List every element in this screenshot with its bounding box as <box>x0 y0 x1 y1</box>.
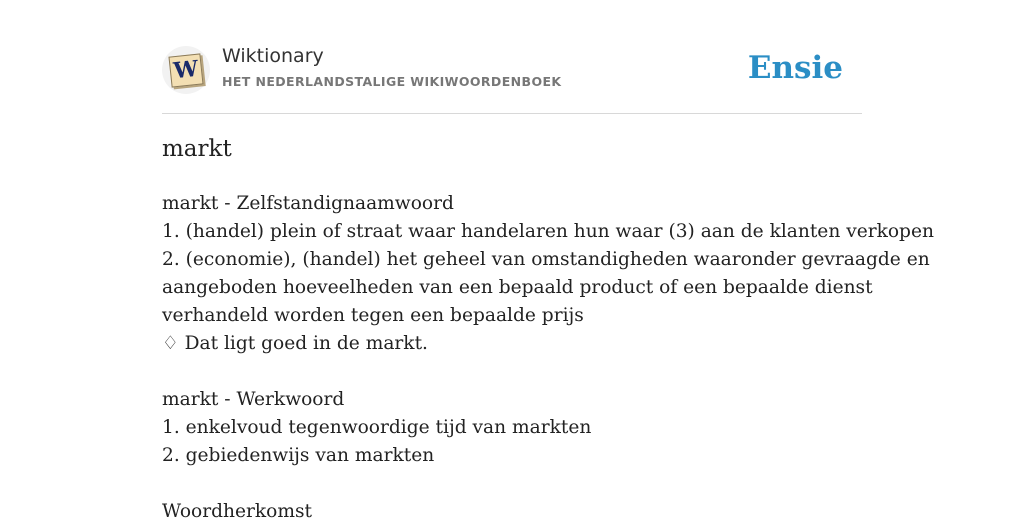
definition-line: aangeboden hoeveelheden van een bepaald product of een bepaalde dienst <box>162 277 873 298</box>
example-line: ♢ Dat ligt goed in de markt. <box>162 333 428 354</box>
definition-line: 2. gebiedenwijs van markten <box>162 445 435 466</box>
definition-line: 1. (handel) plein of straat waar handelaren hun waar (3) aan de klanten verkopen <box>162 221 934 242</box>
site-header <box>162 0 862 114</box>
section-heading-noun: markt - Zelfstandignaamwoord <box>162 193 454 214</box>
wiktionary-logo-icon[interactable] <box>162 46 210 94</box>
section-heading-verb: markt - Werkwoord <box>162 389 345 410</box>
site-title[interactable]: Wiktionary <box>222 45 324 67</box>
site-subtitle: HET NEDERLANDSTALIGE WIKIWOORDENBOEK <box>222 74 562 89</box>
page-title: markt <box>162 136 232 162</box>
spacer <box>162 470 882 498</box>
definition-line: 1. enkelvoud tegenwoordige tijd van markten <box>162 417 592 438</box>
definition-content <box>162 190 934 526</box>
page-container <box>162 0 934 522</box>
logo-tile: W <box>168 53 203 87</box>
ensie-brand-link[interactable]: Ensie <box>747 50 843 86</box>
definition-line: 2. (economie), (handel) het geheel van omstandigheden waaronder gevraagde en <box>162 249 930 270</box>
spacer <box>162 358 882 386</box>
definition-line: verhandeld worden tegen een bepaalde prijs <box>162 305 584 326</box>
section-heading-etymology: Woordherkomst <box>162 501 313 522</box>
